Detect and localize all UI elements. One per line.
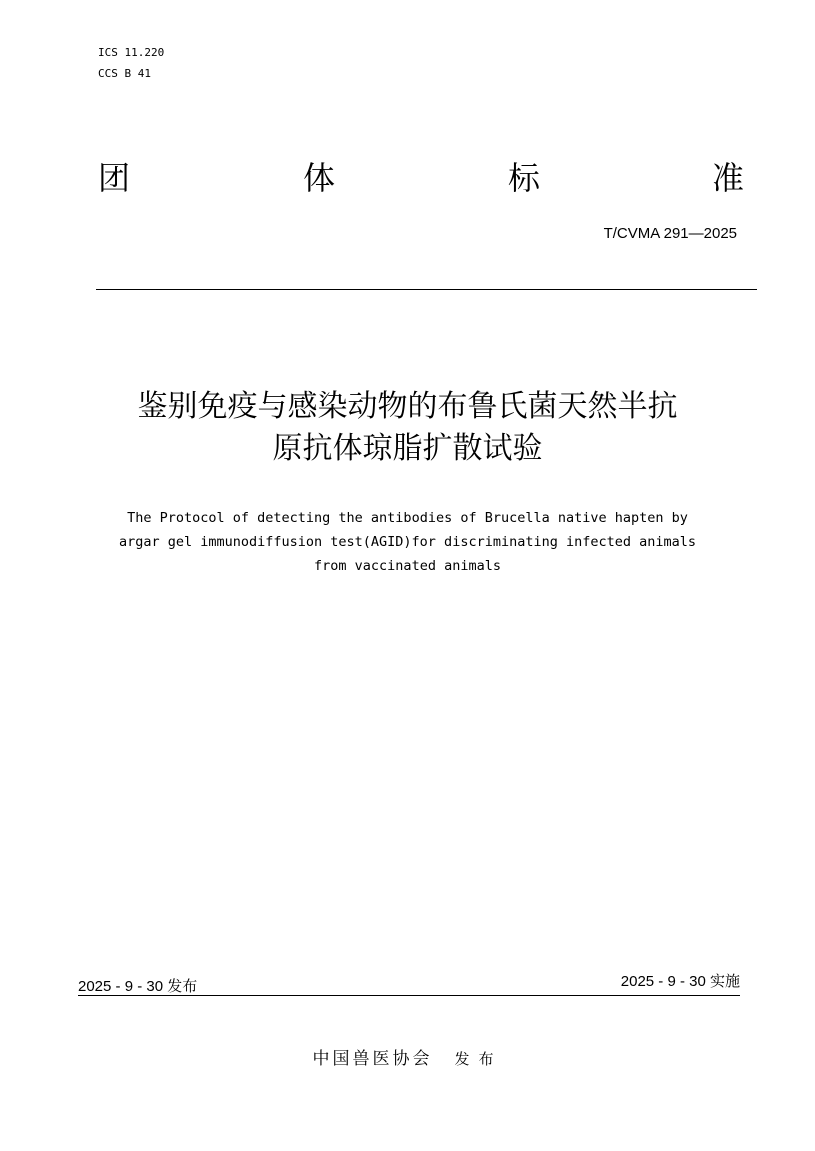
publish-verb: 发布 [454,1050,503,1068]
chinese-title-line-2: 原抗体琼脂扩散试验 [272,431,543,466]
ics-code: ICS 11.220 [98,46,165,59]
publisher-line [0,1046,815,1072]
standard-number: T/CVMA 291—2025 [603,225,737,242]
standard-type-char-1: 团 [98,159,131,197]
classification-codes [98,42,164,84]
publisher-organization: 中国兽医协会 [312,1049,433,1069]
issue-date: 2025 - 9 - 30 发布 [78,978,198,995]
date-row [78,968,740,996]
english-title [60,506,755,578]
ccs-code: CCS B 41 [98,67,151,80]
standard-type-char-3: 标 [508,159,541,197]
standard-type-char-2: 体 [303,159,336,197]
english-title-line-3: from vaccinated animals [314,558,501,574]
bottom-divider [78,995,740,996]
standard-type-char-4: 准 [711,159,744,197]
standard-type-heading [98,158,744,198]
implementation-date: 2025 - 9 - 30 实施 [620,973,740,990]
top-divider [96,289,757,290]
english-title-line-1: The Protocol of detecting the antibodies of Brucella native hapten by [127,510,688,526]
chinese-title-line-1: 鉴别免疫与感染动物的布鲁氏菌天然半抗 [137,389,678,424]
english-title-line-2: argar gel immunodiffusion test(AGID)for discriminating infected animals [118,534,697,550]
chinese-title [40,386,775,470]
